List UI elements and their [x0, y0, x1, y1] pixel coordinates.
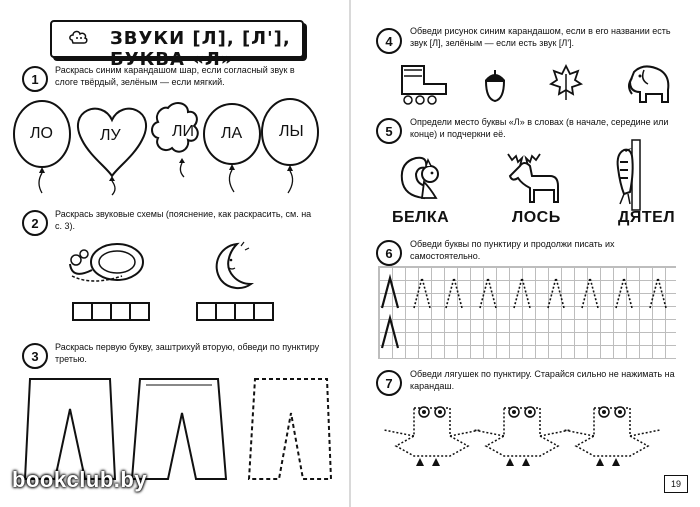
- task-5-text: Определи место буквы «Л» в словах (в начале, середине или конце) и подчеркни её.: [410, 117, 669, 139]
- task-3-text: Раскрась первую букву, заштрихуй вторую, обведи по пунктиру третью.: [55, 342, 320, 364]
- balloon-label-5: ЛЫ: [279, 123, 304, 140]
- task-number-6: 6: [376, 240, 402, 266]
- word-3: ДЯТЕЛ: [618, 209, 676, 226]
- task-number-1: 1: [22, 66, 48, 92]
- right-page: [352, 0, 700, 507]
- sound-scheme-2: [196, 302, 272, 321]
- task-2-text: Раскрась звуковые схемы (пояснение, как раскрасить, см. на с. 3).: [55, 209, 312, 231]
- skates-icon: [394, 60, 454, 105]
- watering-can-icon: [62, 240, 152, 295]
- woodpecker-icon: [610, 140, 650, 210]
- moon-icon: [205, 240, 255, 295]
- task-number-3: 3: [22, 343, 48, 369]
- task-number-7: 7: [376, 370, 402, 396]
- balloon-label-2: ЛУ: [100, 127, 121, 144]
- elephant-icon: [624, 60, 674, 105]
- squirrel-icon: [394, 152, 444, 202]
- task-6-text: Обведи буквы по пунктиру и продолжи писать их самостоятельно.: [410, 239, 615, 261]
- task-7-text: Обведи лягушек по пунктиру. Старайся сильно не нажимать на карандаш.: [410, 369, 675, 391]
- word-2: ЛОСЬ: [512, 209, 561, 226]
- balloons-illustration: [0, 92, 350, 202]
- balloon-label-1: ЛО: [30, 125, 53, 142]
- frogs-tracing: [372, 398, 692, 478]
- watermark: bookclub.by: [12, 467, 148, 492]
- moose-icon: [502, 150, 562, 205]
- letter-l-tracing: [378, 266, 678, 361]
- page-divider: [349, 0, 351, 507]
- page-title: ЗВУКИ [Л], [Л'], БУКВА «Л»: [110, 28, 291, 70]
- word-1: БЕЛКА: [392, 209, 450, 226]
- task-number-4: 4: [376, 28, 402, 54]
- balloon-label-4: ЛА: [221, 125, 243, 142]
- page-title-box: [50, 20, 304, 70]
- task-number-2: 2: [22, 210, 48, 236]
- task-4-text: Обведи рисунок синим карандашом, если в его названии есть звук [Л], зелёным — если есть звук [Л'].: [410, 26, 671, 48]
- maple-leaf-icon: [550, 64, 582, 102]
- acorn-icon: [480, 68, 510, 103]
- cloud-icon: [68, 26, 90, 48]
- task-1-text: Раскрась синим карандашом шар, если согласный звук в слоге твёрдый, зелёным — если мягкий.: [55, 65, 295, 87]
- task-number-5: 5: [376, 118, 402, 144]
- balloon-label-3: ЛИ: [172, 123, 194, 140]
- sound-scheme-1: [72, 302, 148, 321]
- page-number: 19: [664, 475, 688, 493]
